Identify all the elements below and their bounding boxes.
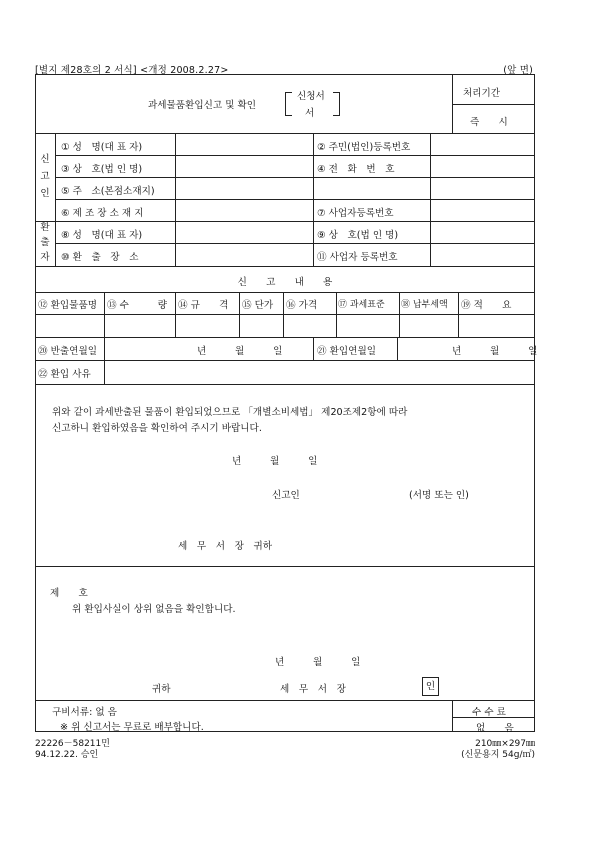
rule <box>452 700 453 732</box>
rule <box>35 700 535 701</box>
col-quantity: ⑬ 수 량 <box>107 300 167 311</box>
rule <box>104 337 105 384</box>
rule <box>458 292 459 337</box>
rule <box>430 133 431 266</box>
paper-size: 210㎜×297㎜ <box>475 739 535 749</box>
col-spec: ⑭ 규 격 <box>178 300 229 311</box>
col-remarks: ⑲ 적 요 <box>461 300 512 311</box>
declarant-name-label: ① 성 명(대 표 자) <box>61 142 143 153</box>
type-application: 신청서 <box>297 91 325 102</box>
rule <box>35 566 535 567</box>
col-tax-base: ⑰ 과세표준 <box>338 300 385 310</box>
rule <box>35 337 535 338</box>
confirmation-office: 세 무 서 장 <box>280 684 346 695</box>
rule <box>239 292 240 337</box>
rule <box>35 133 535 134</box>
rule <box>399 292 400 337</box>
shipped-date-value: 년 월 일 <box>197 346 283 357</box>
bracket-right <box>333 92 340 116</box>
approval-date: 94.12.22. 승인 <box>35 750 99 760</box>
returner-biz-no-label: ⑪ 사업자 등록번호 <box>317 252 398 263</box>
returned-date-label: ㉑ 환입연월일 <box>317 346 376 357</box>
returned-date-value: 년 월 일 <box>452 346 538 357</box>
rule <box>35 266 535 267</box>
col-unit-price: ⑮ 단가 <box>242 300 274 311</box>
rule <box>397 337 398 360</box>
declarant-sign-label: 신고인 <box>272 490 300 501</box>
col-item-name: ⑫ 환입물품명 <box>38 300 97 311</box>
required-docs: 구비서류: 없 음 <box>52 707 117 718</box>
tax-office-addressee: 세 무 서 장 귀하 <box>178 541 272 552</box>
declarant-factory-label: ⑥ 제 조 장 소 재 지 <box>61 208 144 219</box>
rule <box>313 133 314 266</box>
type-report: 서 <box>305 108 315 119</box>
confirmation-date: 년 월 일 <box>275 657 361 668</box>
fee-value: 없 음 <box>476 723 514 734</box>
processing-period-value: 즉 시 <box>470 117 508 128</box>
declarant-company-label: ③ 상 호(법 인 명) <box>61 164 143 175</box>
rule <box>35 314 535 315</box>
seal-box: 인 <box>422 677 439 696</box>
rule <box>35 360 535 361</box>
returner-company-label: ⑨ 상 호(법 인 명) <box>317 230 399 241</box>
rule <box>35 292 535 293</box>
confirmation-text: 위 환입사실이 상위 없음을 확인합니다. <box>72 604 236 615</box>
rule <box>35 221 535 222</box>
shipped-date-label: ⑳ 반출연월일 <box>38 346 97 357</box>
rule <box>452 74 453 133</box>
rule <box>55 155 535 156</box>
form-title: 과세물품환입신고 및 확인 <box>148 100 257 111</box>
rule <box>55 199 535 200</box>
confirmation-number: 제 호 <box>50 588 88 599</box>
returner-place-label: ⑩ 환 출 장 소 <box>61 252 139 263</box>
form-number: [별지 제28호의 2 서식] <개정 2008.2.27> <box>35 65 229 76</box>
rule <box>283 292 284 337</box>
statement-line-1: 위와 같이 과세반출된 물품이 환입되었으므로 「개별소비세법」 제20조제2항에 따라 <box>52 407 408 418</box>
col-price: ⑯ 가격 <box>286 300 318 311</box>
paper-type: (신문용지 54g/㎡) <box>461 750 535 760</box>
declarant-group-label: 신 고 인 <box>40 154 50 199</box>
declarant-address-label: ⑤ 주 소(본점소재지) <box>61 186 155 197</box>
rule <box>452 104 535 105</box>
page-side: (앞 면) <box>503 65 533 76</box>
rule <box>175 133 176 266</box>
signature-note: (서명 또는 인) <box>409 490 469 501</box>
details-section-title: 신 고 내 용 <box>237 277 333 288</box>
form-code: 22226－58211민 <box>35 739 110 749</box>
return-reason-label: ㉒ 환입 사유 <box>38 369 91 380</box>
fee-label: 수 수 료 <box>472 707 506 718</box>
rule <box>35 384 535 385</box>
statement-date: 년 월 일 <box>232 456 318 467</box>
statement-line-2: 신고하니 환입하였음을 확인하여 주시기 바랍니다. <box>52 423 262 434</box>
declarant-reg-no-label: ② 주민(법인)등록번호 <box>317 142 411 153</box>
rule <box>55 177 535 178</box>
bracket-left <box>285 92 292 116</box>
returner-group-label: 환 출 자 <box>40 222 50 263</box>
rule <box>175 292 176 337</box>
declarant-phone-label: ④ 전 화 번 호 <box>317 164 395 175</box>
rule <box>104 292 105 337</box>
rule <box>313 337 314 360</box>
returner-name-label: ⑧ 성 명(대 표 자) <box>61 230 143 241</box>
confirmation-to: 귀하 <box>152 684 171 695</box>
rule <box>336 292 337 337</box>
rule <box>55 133 56 266</box>
processing-period-label: 처리기간 <box>463 88 501 99</box>
declarant-biz-no-label: ⑦ 사업자등록번호 <box>317 208 394 219</box>
free-distribution-note: ※ 위 신고서는 무료로 배부합니다. <box>60 722 204 733</box>
rule <box>55 243 535 244</box>
col-tax-paid: ⑱ 납부세액 <box>401 300 448 310</box>
